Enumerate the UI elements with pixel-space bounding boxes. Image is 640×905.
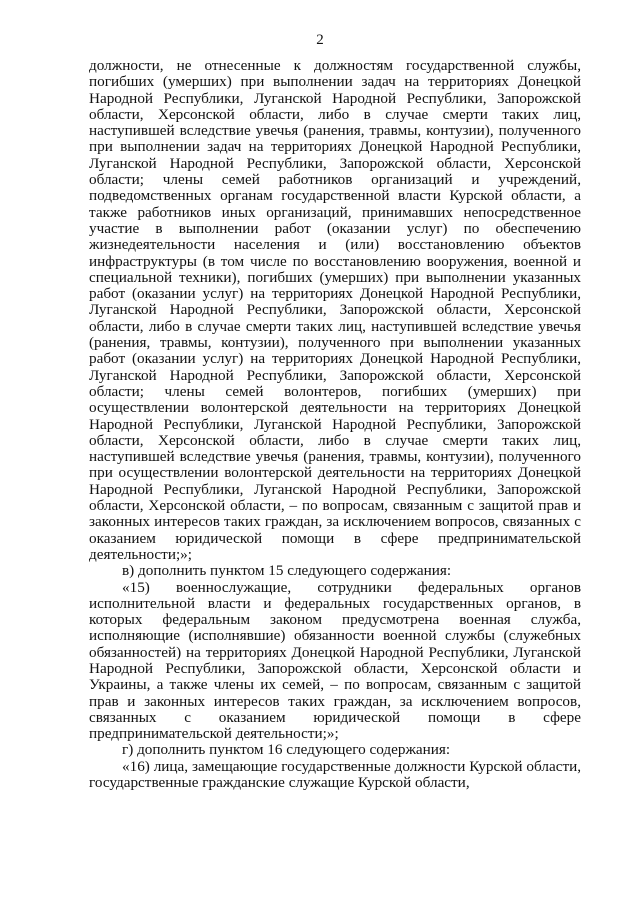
page-number: 2 (316, 32, 324, 48)
document-body (89, 58, 581, 791)
paragraph-item-v: в) дополнить пунктом 15 следующего содержания: (122, 562, 452, 580)
paragraph-point-15: «15) военнослужащие, сотрудники федеральных органов исполнительной власти и федеральных государственных органов, в которых федеральным законом предусмотрена военная служба, исполняющие (исполнявшие) обязанности военной службы (служебных обязанностей) на территориях Донецкой Народной Республики, Луганской Народной Республики, Запорожской области, Херсонской области и Украины, а также члены их семей, – по вопросам, связанным с защитой прав и законных интересов таких граждан, за исключением вопросов, связанных с оказанием юридической помощи в сфере предпринимательской деятельности;»; (89, 578, 581, 743)
paragraph-continuation: должности, не отнесенные к должностям государственной службы, погибших (умерших) при выполнении задач на территориях Донецкой Народной Республики, Луганской Народной Республики, Запорожской области, Херсонской области, либо в случае смерти таких лиц, наступившей вследствие увечья (ранения, травмы, контузии), полученного при выполнении задач на территориях Донецкой Народной Республики, Луганской Народной Республики, Запорожской области, Херсонской области; члены семей работников организаций и учреждений, подведомственных органам государственной власти Курской области, а также работников иных организаций, принимавших непосредственное участие в выполнении работ (оказании услуг) по обеспечению жизнедеятельности населения и (или) восстановлению объектов инфраструктуры (в том числе по восстановлению вооружения, военной и специальной техники), погибших (умерших) при выполнении указанных работ (оказании услуг) на территориях Донецкой Народной Республики, Луганской Народной Республики, Запорожской области, Херсонской области, либо в случае смерти таких лиц, наступившей вследствие увечья (ранения, травмы, контузии), полученного при выполнении указанных работ (оказании услуг) на территориях Донецкой Народной Республики, Луганской Народной Республики, Запорожской области, Херсонской области; члены семей волонтеров, погибших (умерших) при осуществлении волонтерской деятельности на территориях Донецкой Народной Республики, Луганской Народной Республики, Запорожской области, Херсонской области, либо в случае смерти таких лиц, наступившей вследствие увечья (ранения, травмы, контузии), полученного при осуществлении волонтерской деятельности на территориях Донецкой Народной Республики, Луганской Народной Республики, Запорожской области, Херсонской области, – по вопросам, связанным с защитой прав и законных интересов таких граждан, за исключением вопросов, связанных с оказанием юридической помощи в сфере предпринимательской деятельности;»; (89, 57, 581, 563)
paragraph-point-16: «16) лица, замещающие государственные должности Курской области, государственные гражданские служащие Курской области, (89, 757, 581, 792)
paragraph-item-g: г) дополнить пунктом 16 следующего содержания: (122, 741, 451, 759)
